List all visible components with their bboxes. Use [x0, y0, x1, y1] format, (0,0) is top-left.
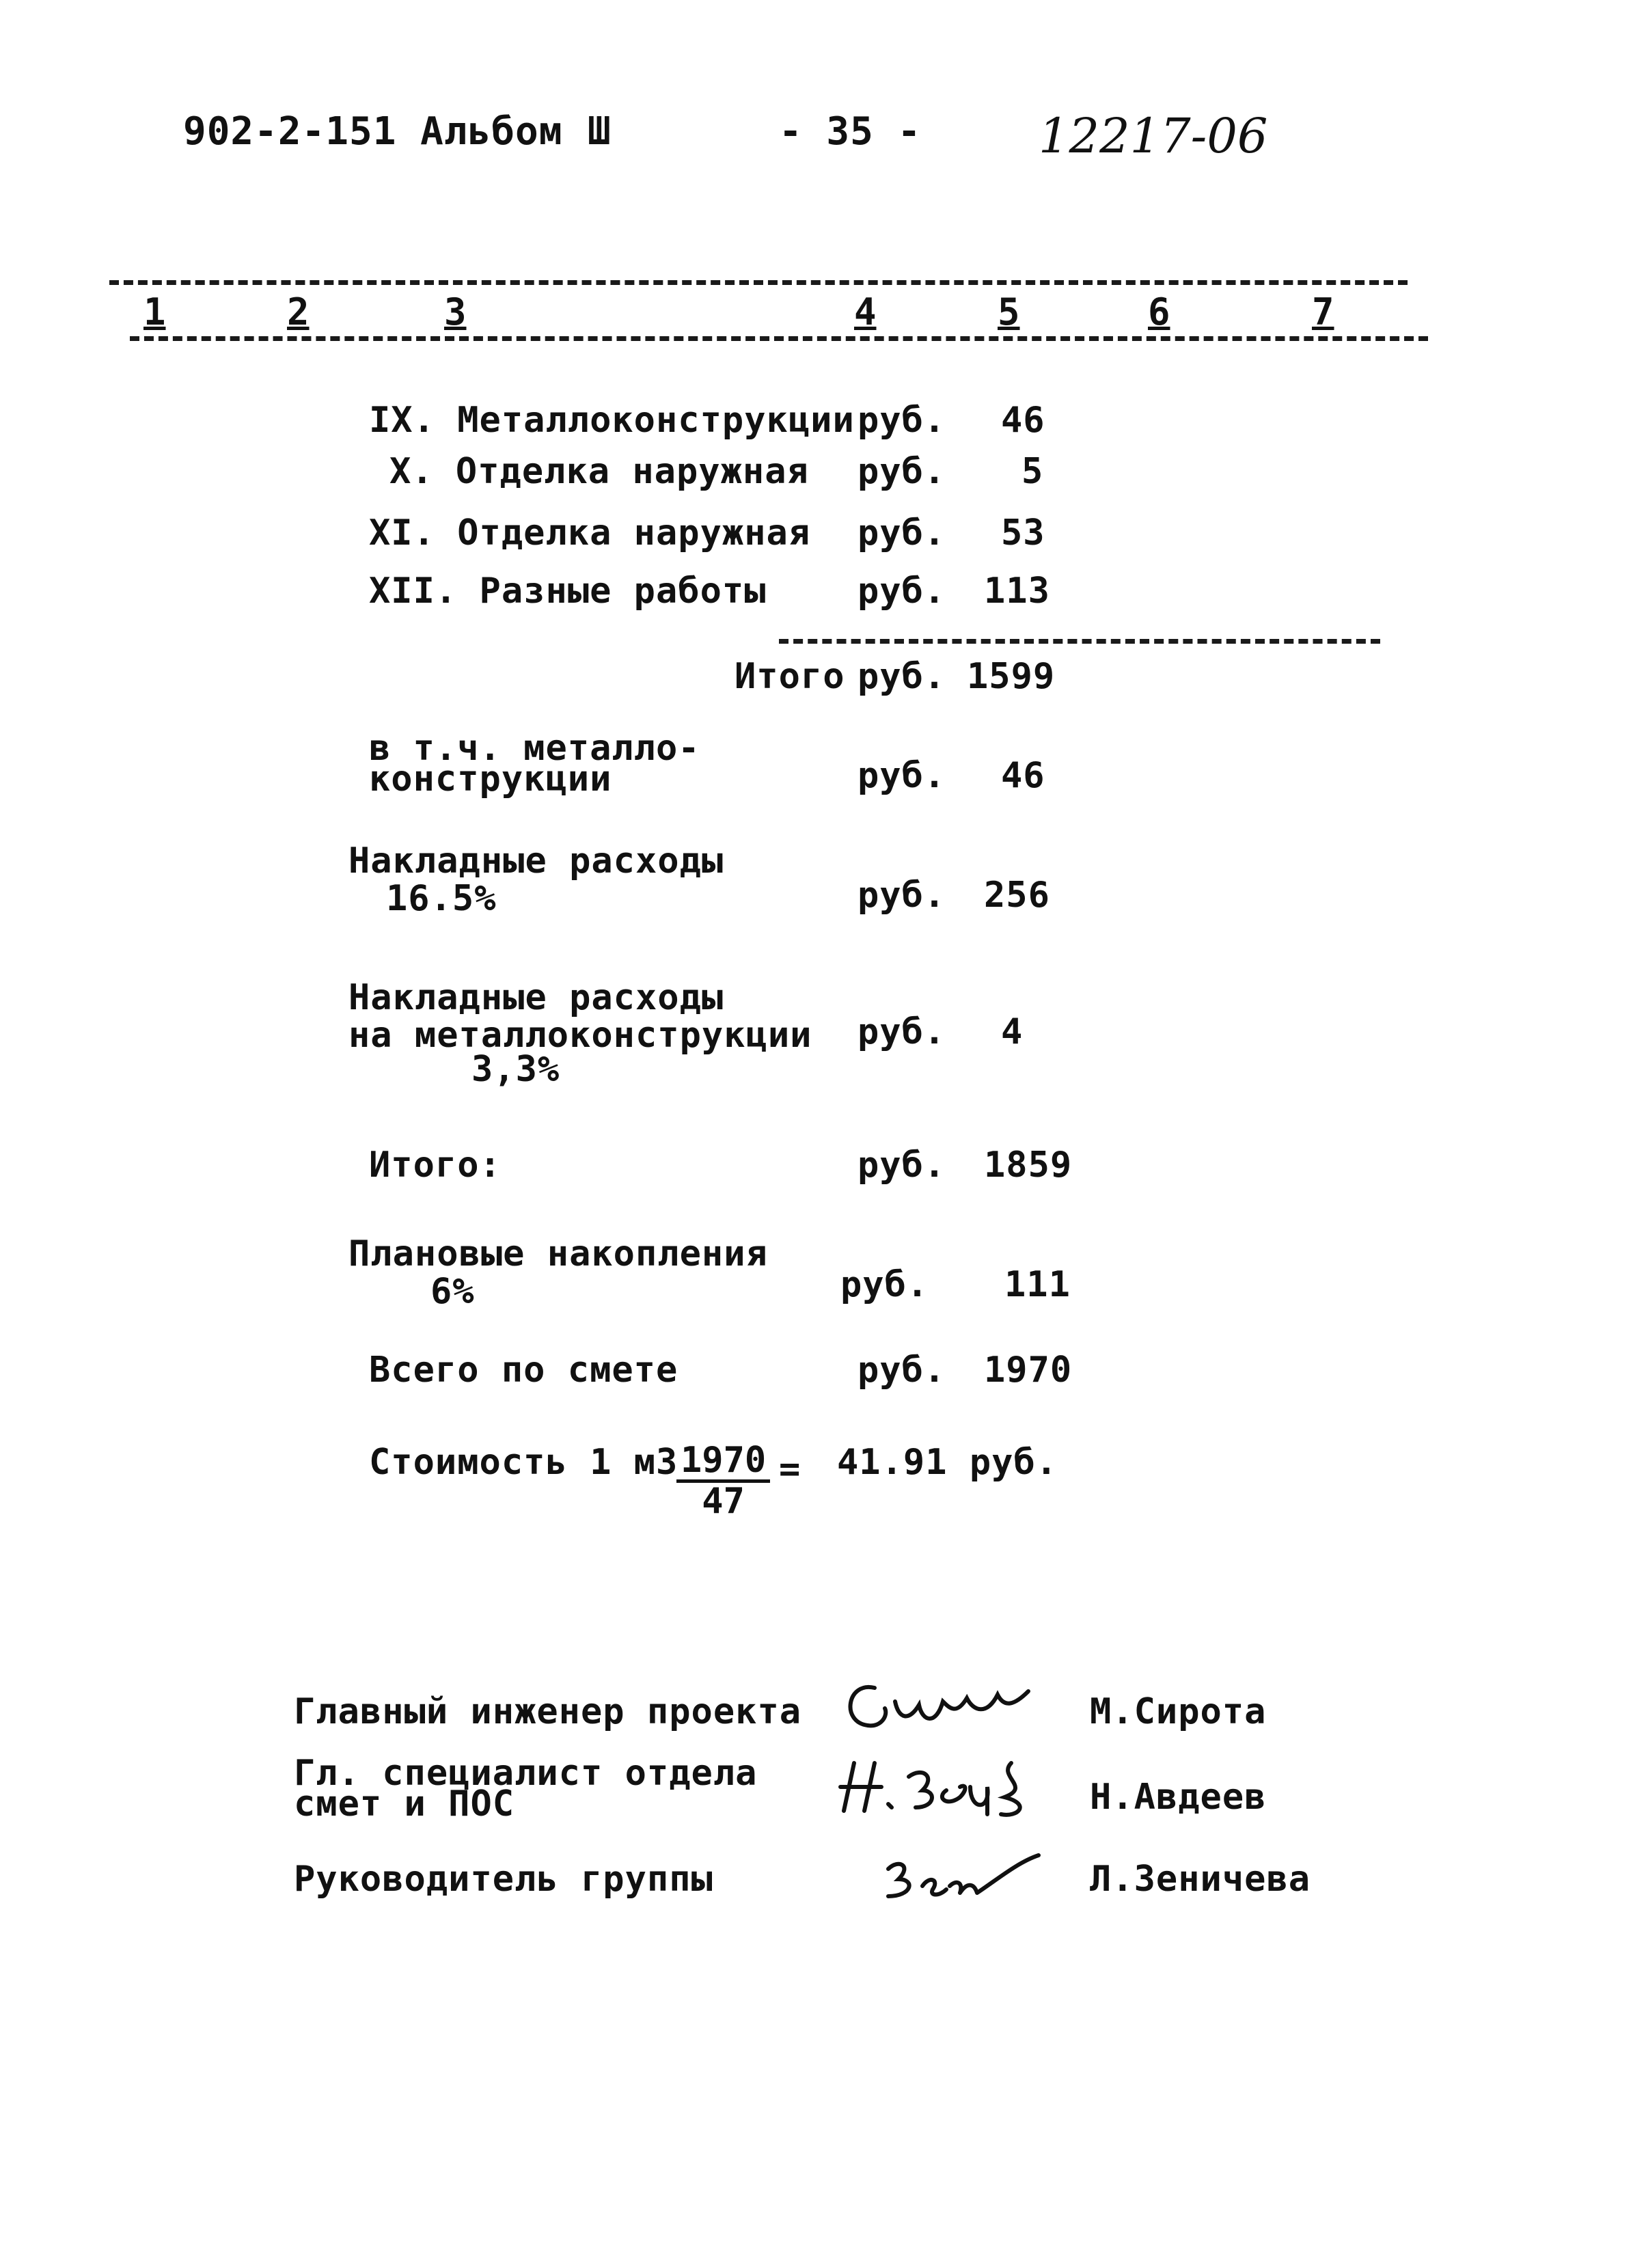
- planned-savings-unit: руб.: [840, 1264, 929, 1305]
- item-label: XII. Разные работы: [369, 571, 767, 612]
- planned-savings-line1: Плановые накопления: [348, 1233, 768, 1274]
- subtotal-value: 1599: [967, 656, 1056, 697]
- item-value: 5: [1021, 451, 1044, 492]
- signatory-name: М.Сирота: [1090, 1691, 1267, 1732]
- signatory-name: Л.Зеничева: [1090, 1859, 1311, 1900]
- subtotal-rule: [779, 639, 1380, 644]
- item-value: 46: [1001, 400, 1045, 441]
- grand-total-unit: руб.: [858, 1350, 946, 1391]
- page-number: - 35 -: [779, 109, 922, 154]
- item-label: XI. Отделка наружная: [369, 513, 811, 554]
- overhead-metal-line1: Накладные расходы: [348, 977, 724, 1018]
- signature-role-line2: смет и ПОС: [294, 1784, 515, 1825]
- planned-savings-value: 111: [1004, 1264, 1071, 1305]
- item-unit: руб.: [858, 451, 946, 492]
- overhead-value: 256: [984, 875, 1050, 916]
- document-code: 902-2-151 Альбом: [183, 109, 563, 154]
- header-rule-bottom: [130, 336, 1428, 341]
- handwritten-signature: [834, 1749, 1052, 1827]
- overhead-metal-line3: 3,3%: [471, 1049, 560, 1090]
- incl-metal-line1: в т.ч. металло-: [369, 728, 700, 769]
- incl-metal-value: 46: [1001, 755, 1045, 796]
- grand-total-label: Всего по смете: [369, 1350, 678, 1391]
- column-number-1: 1: [143, 290, 166, 333]
- overhead-unit: руб.: [858, 875, 946, 916]
- signatory-name: Н.Авдеев: [1090, 1777, 1267, 1818]
- unit-cost-denominator: 47: [702, 1480, 745, 1522]
- item-unit: руб.: [858, 571, 946, 612]
- grand-total-value: 1970: [984, 1350, 1073, 1391]
- overhead-metal-value: 4: [1001, 1011, 1024, 1052]
- unit-cost-label: Стоимость 1 м3: [369, 1442, 678, 1483]
- item-value: 53: [1001, 513, 1045, 554]
- inventory-number: 12217-06: [1039, 108, 1268, 164]
- item-label: IX. Металлоконструкции: [369, 400, 855, 441]
- item-unit: руб.: [858, 400, 946, 441]
- item-label: X. Отделка наружная: [389, 451, 809, 492]
- header-rule-top: [109, 280, 1408, 285]
- signature-role: Руководитель группы: [294, 1859, 713, 1900]
- signature-role: Главный инженер проекта: [294, 1691, 802, 1732]
- unit-cost-fraction: [676, 1442, 770, 1520]
- total-label: Итого:: [369, 1145, 502, 1186]
- column-number-6: 6: [1148, 290, 1170, 333]
- total-unit: руб.: [858, 1145, 946, 1186]
- unit-cost-numerator: 1970: [676, 1442, 770, 1483]
- unit-cost-equals: =: [779, 1449, 801, 1490]
- column-number-2: 2: [287, 290, 310, 333]
- overhead-line2: 16.5%: [386, 878, 497, 919]
- handwritten-signature: [875, 1838, 1052, 1916]
- item-value: 113: [984, 571, 1050, 612]
- item-unit: руб.: [858, 513, 946, 554]
- overhead-metal-unit: руб.: [858, 1011, 946, 1052]
- subtotal-label: Итого: [735, 656, 845, 697]
- subtotal-unit: руб.: [858, 656, 946, 697]
- column-number-4: 4: [854, 290, 877, 333]
- signature-role-line1: Гл. специалист отдела: [294, 1753, 758, 1794]
- column-number-3: 3: [444, 290, 467, 333]
- handwritten-signature: [834, 1667, 1039, 1745]
- overhead-line1: Накладные расходы: [348, 841, 724, 882]
- total-value: 1859: [984, 1145, 1073, 1186]
- column-number-7: 7: [1312, 290, 1334, 333]
- incl-metal-unit: руб.: [858, 755, 946, 796]
- planned-savings-line2: 6%: [430, 1271, 475, 1312]
- incl-metal-line2: конструкции: [369, 759, 612, 800]
- overhead-metal-line2: на металлоконструкции: [348, 1015, 812, 1056]
- album-mark: Ш: [588, 109, 612, 154]
- column-number-5: 5: [998, 290, 1020, 333]
- unit-cost-result: 41.91 руб.: [837, 1442, 1058, 1483]
